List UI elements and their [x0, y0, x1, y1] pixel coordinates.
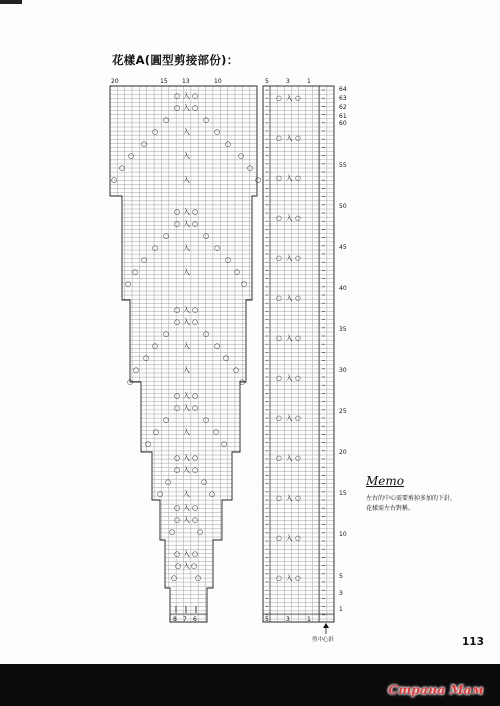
chart-row-number: 25 — [339, 408, 347, 415]
eyelet-symbol: ○ — [192, 550, 199, 558]
eyelet-symbol: ○ — [152, 244, 159, 252]
eyelet-symbol: ○ — [174, 92, 181, 100]
chart-column-number: 7 — [183, 616, 187, 623]
chart-row-number: 40 — [339, 285, 347, 292]
chart-row-number: 45 — [339, 244, 347, 251]
chart-column-number: 13 — [182, 78, 190, 85]
decrease-symbol: 入 — [286, 374, 293, 382]
eyelet-symbol: ○ — [127, 378, 134, 386]
eyelet-symbol: ○ — [276, 294, 282, 302]
center-arrow-head — [323, 623, 329, 628]
eyelet-symbol: ○ — [295, 94, 301, 102]
eyelet-symbol: ○ — [295, 414, 301, 422]
decrease-symbol: 入 — [183, 104, 190, 112]
eyelet-symbol: ○ — [238, 152, 245, 160]
eyelet-symbol: ○ — [192, 516, 199, 524]
chart-row-number: 63 — [339, 95, 347, 102]
eyelet-symbol: ○ — [192, 306, 199, 314]
eyelet-symbol: ○ — [141, 140, 148, 148]
eyelet-symbol: ○ — [201, 478, 208, 486]
eyelet-symbol: ○ — [276, 334, 282, 342]
eyelet-symbol: ○ — [174, 306, 181, 314]
eyelet-symbol: ○ — [192, 92, 199, 100]
eyelet-symbol: ○ — [295, 214, 301, 222]
eyelet-symbol: ○ — [192, 392, 199, 400]
chart-column-number: 5 — [265, 616, 269, 623]
chart-column-number: 20 — [111, 78, 119, 85]
decrease-symbol: 入 — [286, 454, 293, 462]
decrease-symbol: 入 — [286, 254, 293, 262]
memo-line: 左右的中心需要剪掉多加的下針， — [366, 495, 457, 502]
chart-row-number: 1 — [339, 606, 343, 613]
eyelet-symbol: ○ — [223, 354, 230, 362]
eyelet-symbol: ○ — [195, 574, 202, 582]
chart-column-number: 1 — [307, 616, 311, 623]
decrease-symbol: 入 — [183, 306, 190, 314]
chart-row-number: 3 — [339, 590, 343, 597]
eyelet-symbol: ○ — [203, 416, 210, 424]
eyelet-symbol: ○ — [145, 440, 152, 448]
eyelet-symbol: ○ — [233, 366, 240, 374]
eyelet-symbol: ○ — [276, 534, 282, 542]
eyelet-symbol: ○ — [276, 174, 282, 182]
decrease-symbol: 入 — [183, 504, 190, 512]
decrease-symbol: 入 — [286, 414, 293, 422]
chart-row-number: 5 — [339, 573, 343, 580]
eyelet-symbol: ○ — [276, 94, 282, 102]
chart-column-number: 3 — [286, 616, 290, 623]
eyelet-symbol: ○ — [239, 378, 246, 386]
eyelet-symbol: ○ — [128, 152, 135, 160]
eyelet-symbol: ○ — [214, 128, 221, 136]
chart-row-number: 35 — [339, 326, 347, 333]
eyelet-symbol: ○ — [295, 254, 301, 262]
eyelet-symbol: ○ — [221, 440, 228, 448]
decrease-symbol: 入 — [286, 534, 293, 542]
eyelet-symbol: ○ — [295, 534, 301, 542]
eyelet-symbol: ○ — [192, 220, 199, 228]
eyelet-symbol: ○ — [295, 454, 301, 462]
decrease-symbol: 入 — [183, 404, 190, 412]
decrease-symbol: 入 — [286, 334, 293, 342]
eyelet-symbol: ○ — [163, 416, 170, 424]
chart-column-number: 1 — [307, 78, 311, 85]
decrease-symbol: 入 — [286, 134, 293, 142]
decrease-symbol: 入 — [286, 494, 293, 502]
page-title: 花樣A(圓型剪接部份)： — [112, 53, 239, 67]
decrease-symbol: 入 — [183, 128, 190, 136]
eyelet-symbol: ○ — [276, 414, 282, 422]
decrease-symbol: 入 — [286, 214, 293, 222]
eyelet-symbol: ○ — [111, 176, 118, 184]
page-number: 113 — [462, 636, 484, 648]
eyelet-symbol: ○ — [163, 116, 170, 124]
chart-column-number: 8 — [173, 616, 177, 623]
eyelet-symbol: ○ — [133, 366, 140, 374]
eyelet-symbol: ○ — [203, 232, 210, 240]
eyelet-symbol: ○ — [192, 454, 199, 462]
eyelet-symbol: ○ — [153, 428, 160, 436]
decrease-symbol: 入 — [183, 550, 190, 558]
eyelet-symbol: ○ — [165, 478, 172, 486]
eyelet-symbol: ○ — [152, 342, 159, 350]
eyelet-symbol: ○ — [192, 104, 199, 112]
eyelet-symbol: ○ — [276, 494, 282, 502]
eyelet-symbol: ○ — [174, 220, 181, 228]
eyelet-symbol: ○ — [295, 174, 301, 182]
decrease-symbol: 入 — [183, 176, 190, 184]
chart-row-number: 10 — [339, 531, 347, 538]
left-chart-gridlines — [110, 86, 258, 622]
chart-column-number: 3 — [286, 78, 290, 85]
eyelet-symbol: ○ — [295, 134, 301, 142]
eyelet-symbol: ○ — [174, 516, 181, 524]
chart-row-number: 60 — [339, 120, 347, 127]
eyelet-symbol: ○ — [152, 128, 159, 136]
eyelet-symbol: ○ — [203, 330, 210, 338]
eyelet-symbol: ○ — [157, 490, 164, 498]
eyelet-symbol: ○ — [174, 504, 181, 512]
eyelet-symbol: ○ — [214, 244, 221, 252]
eyelet-symbol: ○ — [295, 334, 301, 342]
eyelet-symbol: ○ — [192, 466, 199, 474]
eyelet-symbol: ○ — [197, 528, 204, 536]
decrease-symbol: 入 — [183, 342, 190, 350]
eyelet-symbol: ○ — [171, 574, 178, 582]
chart-row-number: 61 — [339, 113, 347, 120]
chart-symbols — [111, 90, 334, 634]
eyelet-symbol: ○ — [295, 494, 301, 502]
eyelet-symbol: ○ — [163, 232, 170, 240]
eyelet-symbol: ○ — [214, 342, 221, 350]
decrease-symbol: 入 — [183, 244, 190, 252]
eyelet-symbol: ○ — [213, 428, 220, 436]
decrease-symbol: 入 — [183, 392, 190, 400]
eyelet-symbol: ○ — [175, 562, 182, 570]
eyelet-symbol: ○ — [276, 454, 282, 462]
eyelet-symbol: ○ — [225, 140, 232, 148]
decrease-symbol: 入 — [183, 220, 190, 228]
eyelet-symbol: ○ — [241, 280, 248, 288]
chart-row-number: 62 — [339, 104, 347, 111]
eyelet-symbol: ○ — [174, 104, 181, 112]
eyelet-symbol: ○ — [192, 208, 199, 216]
eyelet-symbol: ○ — [174, 208, 181, 216]
chart-row-number: 15 — [339, 490, 347, 497]
eyelet-symbol: ○ — [276, 214, 282, 222]
decrease-symbol: 入 — [183, 268, 190, 276]
chart-row-number: 30 — [339, 367, 347, 374]
decrease-symbol: 入 — [183, 562, 190, 570]
eyelet-symbol: ○ — [174, 318, 181, 326]
eyelet-symbol: ○ — [174, 466, 181, 474]
eyelet-symbol: ○ — [295, 374, 301, 382]
decrease-symbol: 入 — [286, 174, 293, 182]
chart-row-number: 50 — [339, 203, 347, 210]
eyelet-symbol: ○ — [163, 330, 170, 338]
eyelet-symbol: ○ — [192, 404, 199, 412]
eyelet-symbol: ○ — [276, 374, 282, 382]
decrease-symbol: 入 — [183, 208, 190, 216]
center-stitch-label: 剪中心針 — [312, 637, 335, 643]
eyelet-symbol: ○ — [192, 318, 199, 326]
decrease-symbol: 入 — [183, 152, 190, 160]
decrease-symbol: 入 — [183, 516, 190, 524]
decrease-symbol: 入 — [183, 454, 190, 462]
decrease-symbol: 入 — [183, 466, 190, 474]
eyelet-symbol: ○ — [225, 256, 232, 264]
eyelet-symbol: ○ — [276, 254, 282, 262]
memo-line: 花樣需左右對稱。 — [366, 505, 415, 512]
decrease-symbol: 入 — [286, 574, 293, 582]
chart-column-number: 5 — [265, 78, 269, 85]
eyelet-symbol: ○ — [143, 354, 150, 362]
eyelet-symbol: ○ — [276, 134, 282, 142]
eyelet-symbol: ○ — [295, 294, 301, 302]
eyelet-symbol: ○ — [125, 280, 132, 288]
site-watermark: Страна Мам — [388, 682, 484, 697]
eyelet-symbol: ○ — [255, 176, 262, 184]
eyelet-symbol: ○ — [295, 574, 301, 582]
chart-column-number: 10 — [214, 78, 222, 85]
eyelet-symbol: ○ — [192, 504, 199, 512]
eyelet-symbol: ○ — [174, 550, 181, 558]
chart-row-number: 55 — [339, 162, 347, 169]
eyelet-symbol: ○ — [234, 268, 241, 276]
eyelet-symbol: ○ — [247, 164, 254, 172]
decrease-symbol: 入 — [286, 94, 293, 102]
eyelet-symbol: ○ — [174, 392, 181, 400]
decrease-symbol: 入 — [183, 490, 190, 498]
eyelet-symbol: ○ — [141, 256, 148, 264]
chart-column-number: 6 — [193, 616, 197, 623]
eyelet-symbol: ○ — [132, 268, 139, 276]
chart-column-number: 15 — [160, 78, 168, 85]
eyelet-symbol: ○ — [276, 574, 282, 582]
chart-row-number: 20 — [339, 449, 347, 456]
eyelet-symbol: ○ — [169, 528, 176, 536]
eyelet-symbol: ○ — [119, 164, 126, 172]
decrease-symbol: 入 — [183, 366, 190, 374]
eyelet-symbol: ○ — [203, 116, 210, 124]
decrease-symbol: 入 — [183, 92, 190, 100]
eyelet-symbol: ○ — [209, 490, 216, 498]
decrease-symbol: 入 — [286, 294, 293, 302]
eyelet-symbol: ○ — [174, 454, 181, 462]
eyelet-symbol: ○ — [191, 562, 198, 570]
eyelet-symbol: ○ — [174, 404, 181, 412]
decrease-symbol: 入 — [183, 318, 190, 326]
decrease-symbol: 入 — [183, 428, 190, 436]
memo-title: Memo — [366, 474, 404, 488]
chart-row-number: 64 — [339, 86, 347, 93]
